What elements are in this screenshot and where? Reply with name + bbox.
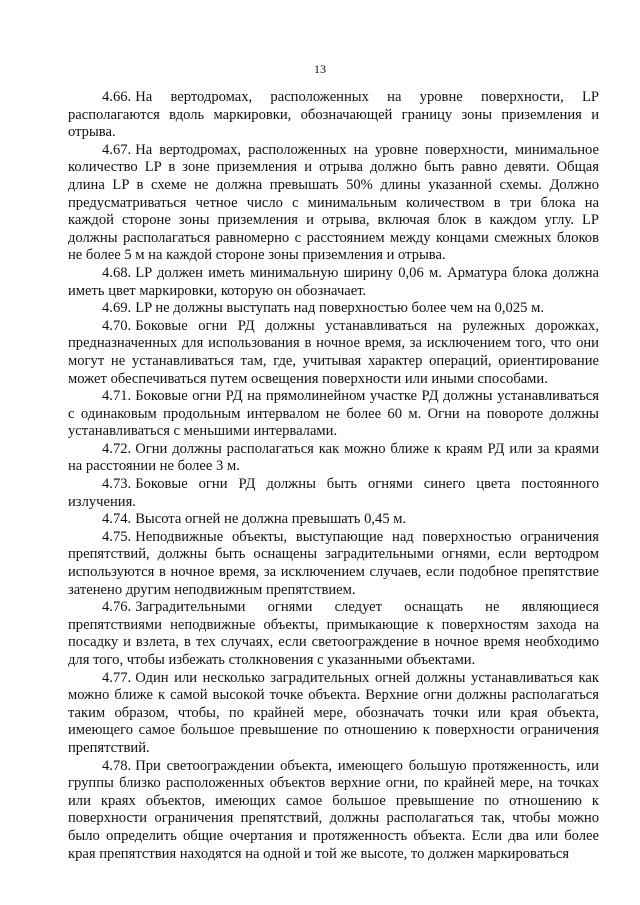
paragraph-number: 4.73. [102, 476, 132, 493]
paragraph-text: Заградительными огнями следует оснащать не являющиеся препятствиями неподвижные объекты, примыкающие к поверхностям захода на посадку и взлета, в тех случаях, если светоограждение в ночное время необходимо для того, чтобы избежать столкновения с указанными объектами. [68, 599, 599, 668]
paragraph-number: 4.77. [102, 669, 132, 686]
paragraph-4-72 [68, 441, 599, 476]
paragraph-text: LP не должны выступать над поверхностью более чем на 0,025 м. [135, 300, 544, 317]
paragraph-4-69 [68, 300, 599, 318]
paragraph-text: Один или несколько заградительных огней должны устанавливаться как можно ближе к самой высокой точке объекта. Верхние огни должны располагаться таким образом, чтобы, по крайней мере, обозначать точки или края объекта, имеющего самое большое превышение по отношению к поверхности ограничения препятствий. [68, 669, 599, 756]
paragraph-number: 4.78. [102, 757, 132, 774]
paragraph-4-67 [68, 142, 599, 265]
paragraph-4-66 [68, 89, 599, 142]
paragraph-number: 4.68. [102, 264, 132, 281]
document-body [68, 89, 599, 863]
paragraph-text: Боковые огни РД на прямолинейном участке РД должны устанавливаться с одинаковым продольным интервалом не более 60 м. Огни на повороте должны устанавливаться с меньшими интервалами. [68, 388, 599, 440]
paragraph-text: На вертодромах, расположенных на уровне поверхности, минимальное количество LP в зоне приземления и отрыва должно быть равно девяти. Общая длина LP в схеме не должна превышать 50% длины указанной схемы. Должно предусматриваться четное число с минимальным количеством в три блока на каждой стороне зоны приземления и отрыва, включая блок в каждом углу. LP должны располагаться равномерно с расстоянием между концами смежных блоков не более 5 м на каждой стороне зоны приземления и отрыва. [68, 141, 599, 264]
paragraph-text: Боковые огни РД должны быть огнями синего цвета постоянного излучения. [68, 476, 599, 510]
paragraph-4-68 [68, 265, 599, 300]
paragraph-number: 4.71. [102, 388, 132, 405]
page-number: 13 [314, 62, 326, 76]
paragraph-4-75 [68, 529, 599, 599]
paragraph-4-76 [68, 599, 599, 669]
paragraph-text: На вертодромах, расположенных на уровне поверхности, LP располагаются вдоль маркировки, обозначающей границу зоны приземления и отрыва. [68, 89, 599, 141]
paragraph-number: 4.74. [102, 511, 132, 528]
paragraph-number: 4.67. [102, 141, 132, 158]
paragraph-4-70 [68, 318, 599, 388]
paragraph-text: Неподвижные объекты, выступающие над поверхностью ограничения препятствий, должны быть оснащены заградительными огнями, если вертодром используются в ночное время, за исключением случаев, если подобное препятствие затенено другим неподвижным препятствием. [68, 528, 599, 598]
paragraph-number: 4.72. [102, 440, 132, 457]
paragraph-text: При светоограждении объекта, имеющего большую протяженность, или группы близко расположенных объектов верхние огни, по крайней мере, на точках или краях объектов, имеющих самое большое превышение по отношению к поверхности ограничения препятствий, должны располагаться так, чтобы можно было определить общие очертания и протяженность объекта. Если два или более края препятствия находятся на одной и той же высоте, то должен маркироваться [68, 757, 599, 862]
paragraph-4-73 [68, 476, 599, 511]
paragraph-4-71 [68, 388, 599, 441]
paragraph-number: 4.69. [102, 300, 132, 317]
paragraph-4-74 [68, 511, 599, 529]
paragraph-4-77 [68, 670, 599, 758]
paragraph-text: LP должен иметь минимальную ширину 0,06 м. Арматура блока должна иметь цвет маркировки, которую он обозначает. [68, 264, 599, 299]
paragraph-4-78 [68, 758, 599, 864]
paragraph-number: 4.66. [102, 89, 132, 105]
paragraph-text: Огни должны располагаться как можно ближе к краям РД или за краями на расстоянии не более 3 м. [68, 440, 599, 475]
paragraph-text: Боковые огни РД должны устанавливаться на рулежных дорожках, предназначенных для использования в ночное время, за исключением того, что они могут не устанавливаться там, где, учитывая характер операций, ориентирование может обеспечиваться путем освещения поверхности или иными способами. [68, 317, 599, 387]
paragraph-number: 4.75. [102, 528, 132, 545]
paragraph-number: 4.76. [102, 599, 132, 616]
paragraph-number: 4.70. [102, 317, 132, 334]
paragraph-text: Высота огней не должна превышать 0,45 м. [135, 511, 407, 528]
